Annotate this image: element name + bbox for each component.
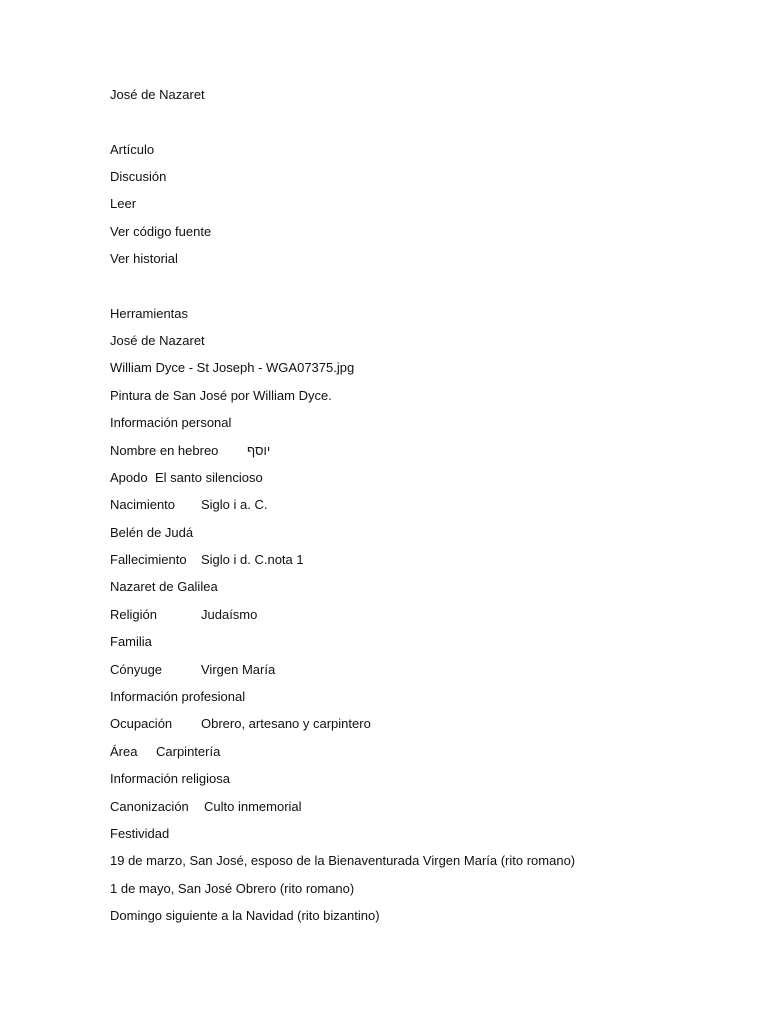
area-value: Carpintería bbox=[156, 743, 221, 759]
nacimiento-row bbox=[110, 496, 730, 513]
nacimiento-value: Siglo i a. C. bbox=[201, 497, 268, 513]
nav-articulo: Artículo bbox=[110, 141, 155, 157]
infobox-name: José de Nazaret bbox=[110, 332, 205, 348]
ocupacion-label: Ocupación bbox=[110, 716, 173, 732]
personal-info-header: Información personal bbox=[110, 415, 232, 431]
hebrew-name-row bbox=[110, 442, 730, 459]
feast-item: 19 de marzo, San José, esposo de la Bienaventurada Virgen María (rito romano) bbox=[110, 853, 576, 869]
festividad-header: Festividad bbox=[110, 825, 170, 841]
nav-ver-codigo-fuente: Ver código fuente bbox=[110, 223, 212, 239]
religion-label: Religión bbox=[110, 606, 157, 622]
apodo-row bbox=[110, 469, 730, 486]
hebrew-name-value: יוסף bbox=[247, 442, 271, 458]
fallecimiento-label: Fallecimiento bbox=[110, 552, 187, 568]
religion-value: Judaísmo bbox=[201, 606, 258, 622]
area-row bbox=[110, 743, 730, 760]
canonizacion-row bbox=[110, 798, 730, 815]
page-title: José de Nazaret bbox=[110, 87, 205, 102]
religious-info-header: Información religiosa bbox=[110, 771, 230, 787]
canonizacion-value: Culto inmemorial bbox=[204, 798, 302, 814]
apodo-label: Apodo bbox=[110, 469, 148, 485]
feast-item: 1 de mayo, San José Obrero (rito romano) bbox=[110, 880, 355, 896]
document-content bbox=[110, 86, 730, 935]
feast-item: Domingo siguiente a la Navidad (rito bizantino) bbox=[110, 908, 380, 924]
canonizacion-label: Canonización bbox=[110, 798, 189, 814]
conyuge-value: Virgen María bbox=[201, 661, 276, 677]
conyuge-row bbox=[110, 661, 730, 678]
birth-place: Belén de Judá bbox=[110, 524, 194, 540]
fallecimiento-value: Siglo i d. C.nota 1 bbox=[201, 552, 304, 568]
ocupacion-row bbox=[110, 715, 730, 732]
familia-header: Familia bbox=[110, 634, 152, 650]
nav-discusion: Discusión bbox=[110, 168, 167, 184]
professional-info-header: Información profesional bbox=[110, 689, 246, 705]
nav-ver-historial: Ver historial bbox=[110, 251, 178, 267]
image-caption: Pintura de San José por William Dyce. bbox=[110, 387, 332, 403]
religion-row bbox=[110, 606, 730, 623]
nav-leer: Leer bbox=[110, 196, 137, 212]
nacimiento-label: Nacimiento bbox=[110, 497, 176, 513]
ocupacion-value: Obrero, artesano y carpintero bbox=[201, 716, 371, 732]
area-label: Área bbox=[110, 743, 138, 759]
apodo-value: El santo silencioso bbox=[155, 469, 263, 485]
tools-heading: Herramientas bbox=[110, 305, 189, 321]
image-filename: William Dyce - St Joseph - WGA07375.jpg bbox=[110, 360, 355, 376]
conyuge-label: Cónyuge bbox=[110, 661, 163, 677]
death-place: Nazaret de Galilea bbox=[110, 579, 218, 595]
fallecimiento-row bbox=[110, 551, 730, 568]
hebrew-name-label: Nombre en hebreo bbox=[110, 442, 219, 458]
